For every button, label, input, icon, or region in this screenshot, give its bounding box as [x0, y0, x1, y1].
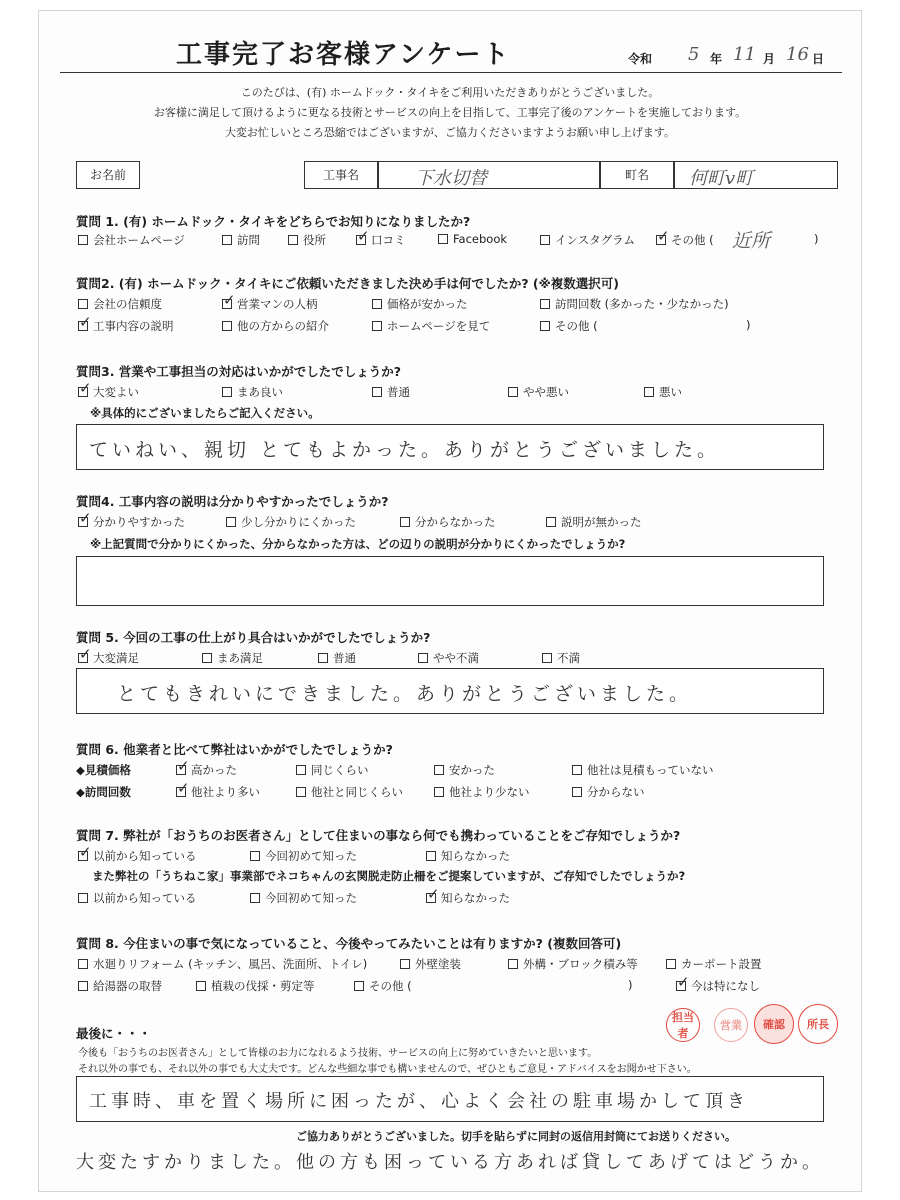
- checkbox[interactable]: [78, 981, 88, 991]
- checkbox[interactable]: [400, 517, 410, 527]
- q2-option[interactable]: 他の方からの紹介: [222, 318, 329, 334]
- checkbox[interactable]: [546, 517, 556, 527]
- q6-option[interactable]: ✓ 高かった: [176, 762, 237, 778]
- q7-option[interactable]: 知らなかった: [426, 848, 510, 864]
- checkbox[interactable]: [318, 653, 328, 663]
- q6-row1-label: ◆見積価格: [76, 763, 131, 777]
- checkbox-checked[interactable]: [676, 981, 686, 991]
- q6-question: 質問 6. 他業者と比べて弊社はいかがでしたでしょうか?: [76, 742, 393, 757]
- intro-line-1: このたびは、(有) ホームドック・タイキをご利用いただきありがとうございました。: [240, 86, 660, 99]
- stamp-kakunin: 確認: [754, 1004, 794, 1044]
- checkbox[interactable]: [78, 893, 88, 903]
- q5-answer: とてもきれいにできました。ありがとうございました。: [117, 683, 693, 705]
- q1-option[interactable]: 会社ホームページ: [78, 232, 185, 248]
- q3-option[interactable]: まあ良い: [222, 384, 283, 400]
- checkbox[interactable]: [434, 787, 444, 797]
- q2-question: 質問2. (有) ホームドック・タイキにご依頼いただきました決め手は何でしたか? (※複数選択可): [76, 276, 620, 291]
- checkbox-checked[interactable]: [78, 387, 88, 397]
- checkbox[interactable]: [250, 851, 260, 861]
- checkbox-checked[interactable]: [78, 517, 88, 527]
- last-line-1: 今後も「おうちのお医者さん」として皆様のお力になれるよう技術、サービスの向上に努めていきたいと思います。: [78, 1048, 598, 1059]
- checkbox-checked[interactable]: [78, 321, 88, 331]
- q6-option[interactable]: 同じくらい: [296, 762, 369, 778]
- thanks-note: ご協力ありがとうございました。切手を貼らずに同封の返信用封筒にてお送りください。: [296, 1130, 736, 1143]
- work-label: 工事名: [304, 161, 378, 189]
- checkbox[interactable]: [540, 321, 550, 331]
- q8-other-close: ): [628, 978, 633, 992]
- q7-sub-option[interactable]: ✓ 知らなかった: [426, 890, 510, 906]
- date-era: 令和: [628, 52, 653, 66]
- q7-sub-option[interactable]: 以前から知っている: [78, 890, 197, 906]
- checkbox[interactable]: [572, 787, 582, 797]
- last-answer-box[interactable]: [76, 1076, 824, 1122]
- q4-question: 質問4. 工事内容の説明は分かりやすかったでしょうか?: [76, 494, 389, 509]
- date-day-unit: 日: [812, 52, 825, 66]
- q4-note: ※上記質問で分かりにくかった、分からなかった方は、どの辺りの説明が分かりにくかったでしょうか?: [90, 537, 626, 551]
- title-rule: [60, 72, 842, 73]
- checkbox[interactable]: [542, 653, 552, 663]
- q2-option[interactable]: ✓工事内容の説明: [78, 318, 174, 334]
- q3-answer: ていねい、親切 とてもよかった。ありがとうございました。: [89, 439, 721, 461]
- q8-option[interactable]: カーポート設置: [666, 956, 762, 972]
- q4-option[interactable]: 説明が無かった: [546, 514, 642, 530]
- q1-other-text: 近所: [732, 230, 771, 252]
- checkbox[interactable]: [296, 765, 306, 775]
- survey-title: 工事完了お客様アンケート: [176, 40, 511, 70]
- q1-option[interactable]: 訪問: [222, 232, 260, 248]
- q8-option[interactable]: 植栽の伐採・剪定等: [196, 978, 315, 994]
- checkbox[interactable]: [400, 959, 410, 969]
- checkbox-checked[interactable]: [78, 653, 88, 663]
- checkbox[interactable]: [372, 387, 382, 397]
- intro-line-2: お客様に満足して頂けるように更なる技術とサービスの向上を目指して、工事完了後のアンケートを実施しております。: [153, 106, 747, 119]
- q5-question: 質問 5. 今回の工事の仕上がり具合はいかがでしたでしょうか?: [76, 630, 431, 645]
- q2-other-close: ): [746, 318, 751, 332]
- q6-row2-label: ◆訪問回数: [76, 785, 131, 799]
- q8-option[interactable]: ✓ 今は特になし: [676, 978, 760, 994]
- stamp-tanto: 担当者: [666, 1008, 700, 1042]
- q2-option[interactable]: ホームページを見て: [372, 318, 490, 334]
- checkbox-checked[interactable]: [426, 893, 436, 903]
- checkbox[interactable]: [78, 299, 88, 309]
- checkbox[interactable]: [418, 653, 428, 663]
- checkbox-checked[interactable]: [656, 235, 666, 245]
- q8-question: 質問 8. 今住まいの事で気になっていること、今後やってみたいことは有りますか? (複数回答可): [76, 936, 622, 951]
- q6-option[interactable]: ✓ 他社より多い: [176, 784, 260, 800]
- checkbox[interactable]: [666, 959, 676, 969]
- q5-option[interactable]: ✓大変満足: [78, 650, 139, 666]
- checkbox[interactable]: [222, 235, 232, 245]
- stamp-shocho: 所長: [798, 1004, 838, 1044]
- checkbox-checked[interactable]: [222, 299, 232, 309]
- town-value: 何町ⅴ町: [689, 168, 754, 189]
- q3-option[interactable]: ✓大変よい: [78, 384, 139, 400]
- q5-option[interactable]: やや不満: [418, 650, 479, 666]
- q2-option[interactable]: 訪問回数 (多かった・少なかった): [540, 296, 729, 312]
- checkbox[interactable]: [222, 387, 232, 397]
- checkbox[interactable]: [372, 299, 382, 309]
- q8-option[interactable]: 給湯器の取替: [78, 978, 162, 994]
- town-field[interactable]: [674, 161, 838, 189]
- q2-option[interactable]: その他 (: [540, 318, 598, 334]
- date-year: 5: [688, 44, 700, 65]
- last-answer-line-2: 大変たすかりました。他の方も困っている方あれば貸してあげてはどうか。: [76, 1152, 824, 1173]
- q4-option[interactable]: 分からなかった: [400, 514, 496, 530]
- work-value: 下水切替: [415, 168, 487, 189]
- q1-option-other[interactable]: ✓ その他 (: [656, 232, 714, 248]
- checkbox[interactable]: [438, 234, 448, 244]
- name-label: お名前: [76, 161, 140, 189]
- q7-option[interactable]: 今回初めて知った: [250, 848, 357, 864]
- q3-answer-box[interactable]: [76, 424, 824, 470]
- q1-option[interactable]: ✓ 口コミ: [356, 232, 406, 248]
- checkbox[interactable]: [572, 765, 582, 775]
- q6-option[interactable]: 他社は見積もっていない: [572, 762, 714, 778]
- q5-option[interactable]: 普通: [318, 650, 356, 666]
- q6-option[interactable]: 安かった: [434, 762, 495, 778]
- q5-option[interactable]: 不満: [542, 650, 580, 666]
- checkbox[interactable]: [250, 893, 260, 903]
- q3-option[interactable]: 普通: [372, 384, 410, 400]
- q2-option[interactable]: ✓ 営業マンの人柄: [222, 296, 318, 312]
- checkbox-checked[interactable]: [78, 851, 88, 861]
- date-month: 11: [733, 44, 756, 65]
- q2-option[interactable]: 価格が安かった: [372, 296, 468, 312]
- q7-sub-option[interactable]: 今回初めて知った: [250, 890, 357, 906]
- q8-option[interactable]: 外構・ブロック積み等: [508, 956, 638, 972]
- intro-line-3: 大変お忙しいところ恐縮ではございますが、ご協力くださいますようお願い申し上げます。: [224, 126, 676, 139]
- q8-option[interactable]: 水廻りリフォーム (キッチン、風呂、洗面所、トイレ): [78, 956, 367, 972]
- checkbox[interactable]: [196, 981, 206, 991]
- checkbox[interactable]: [288, 235, 298, 245]
- q7-option[interactable]: ✓以前から知っている: [78, 848, 197, 864]
- q5-option[interactable]: まあ満足: [202, 650, 263, 666]
- q1-option[interactable]: Facebook: [438, 232, 507, 246]
- checkbox[interactable]: [540, 299, 550, 309]
- q1-option[interactable]: インスタグラム: [540, 232, 635, 248]
- q2-option[interactable]: 会社の信頼度: [78, 296, 162, 312]
- q1-option[interactable]: 役所: [288, 232, 326, 248]
- q6-option[interactable]: 分からない: [572, 784, 645, 800]
- checkbox[interactable]: [372, 321, 382, 331]
- q3-option[interactable]: 悪い: [644, 384, 682, 400]
- q3-option[interactable]: やや悪い: [508, 384, 569, 400]
- checkbox[interactable]: [226, 517, 236, 527]
- q6-option[interactable]: 他社より少ない: [434, 784, 530, 800]
- checkbox[interactable]: [222, 321, 232, 331]
- q6-option[interactable]: 他社と同じくらい: [296, 784, 403, 800]
- date-year-unit: 年: [710, 52, 723, 66]
- checkbox[interactable]: [540, 235, 550, 245]
- checkbox[interactable]: [202, 653, 212, 663]
- q1-other-close: ): [814, 232, 819, 246]
- last-answer-line-1: 工事時、車を置く場所に困ったが、心よく会社の駐車場かして頂き: [89, 1091, 749, 1112]
- checkbox[interactable]: [296, 787, 306, 797]
- checkbox[interactable]: [354, 981, 364, 991]
- q5-answer-box[interactable]: [76, 668, 824, 714]
- last-heading: 最後に・・・: [76, 1026, 152, 1041]
- q4-option[interactable]: ✓分かりやすかった: [78, 514, 185, 530]
- checkbox[interactable]: [434, 765, 444, 775]
- checkbox[interactable]: [78, 959, 88, 969]
- checkbox-checked[interactable]: [176, 787, 186, 797]
- q7-question: 質問 7. 弊社が「おうちのお医者さん」として住まいの事なら何でも携わっていることをご存知でしょうか?: [76, 828, 681, 843]
- last-line-2: それ以外の事でも、それ以外の事でも大丈夫です。どんな些細な事でも構いませんので、ぜひともご意見・アドバイスをお聞かせ下さい。: [78, 1064, 697, 1075]
- work-field[interactable]: [378, 161, 600, 189]
- q8-option[interactable]: その他 (: [354, 978, 412, 994]
- q7-sub-question: また弊社の「うちねこ家」事業部でネコちゃんの玄関脱走防止柵をご提案していますが、ご存知でしたでしょうか?: [92, 869, 686, 883]
- checkbox[interactable]: [508, 959, 518, 969]
- q8-option[interactable]: 外壁塗装: [400, 956, 461, 972]
- date-day: 16: [786, 44, 809, 65]
- stamp-eigyo: 営業: [714, 1008, 748, 1042]
- q4-answer-box[interactable]: [76, 556, 824, 606]
- date-month-unit: 月: [763, 52, 776, 66]
- checkbox[interactable]: [644, 387, 654, 397]
- checkbox[interactable]: [426, 851, 436, 861]
- town-label: 町名: [600, 161, 674, 189]
- checkbox[interactable]: [508, 387, 518, 397]
- checkbox-checked[interactable]: [356, 235, 366, 245]
- q1-question: 質問 1. (有) ホームドック・タイキをどちらでお知りになりましたか?: [76, 214, 471, 229]
- q4-option[interactable]: 少し分かりにくかった: [226, 514, 356, 530]
- q3-note: ※具体的にございましたらご記入ください。: [90, 406, 320, 420]
- checkbox-checked[interactable]: [176, 765, 186, 775]
- checkbox[interactable]: [78, 235, 88, 245]
- q3-question: 質問3. 営業や工事担当の対応はいかがでしたでしょうか?: [76, 364, 402, 379]
